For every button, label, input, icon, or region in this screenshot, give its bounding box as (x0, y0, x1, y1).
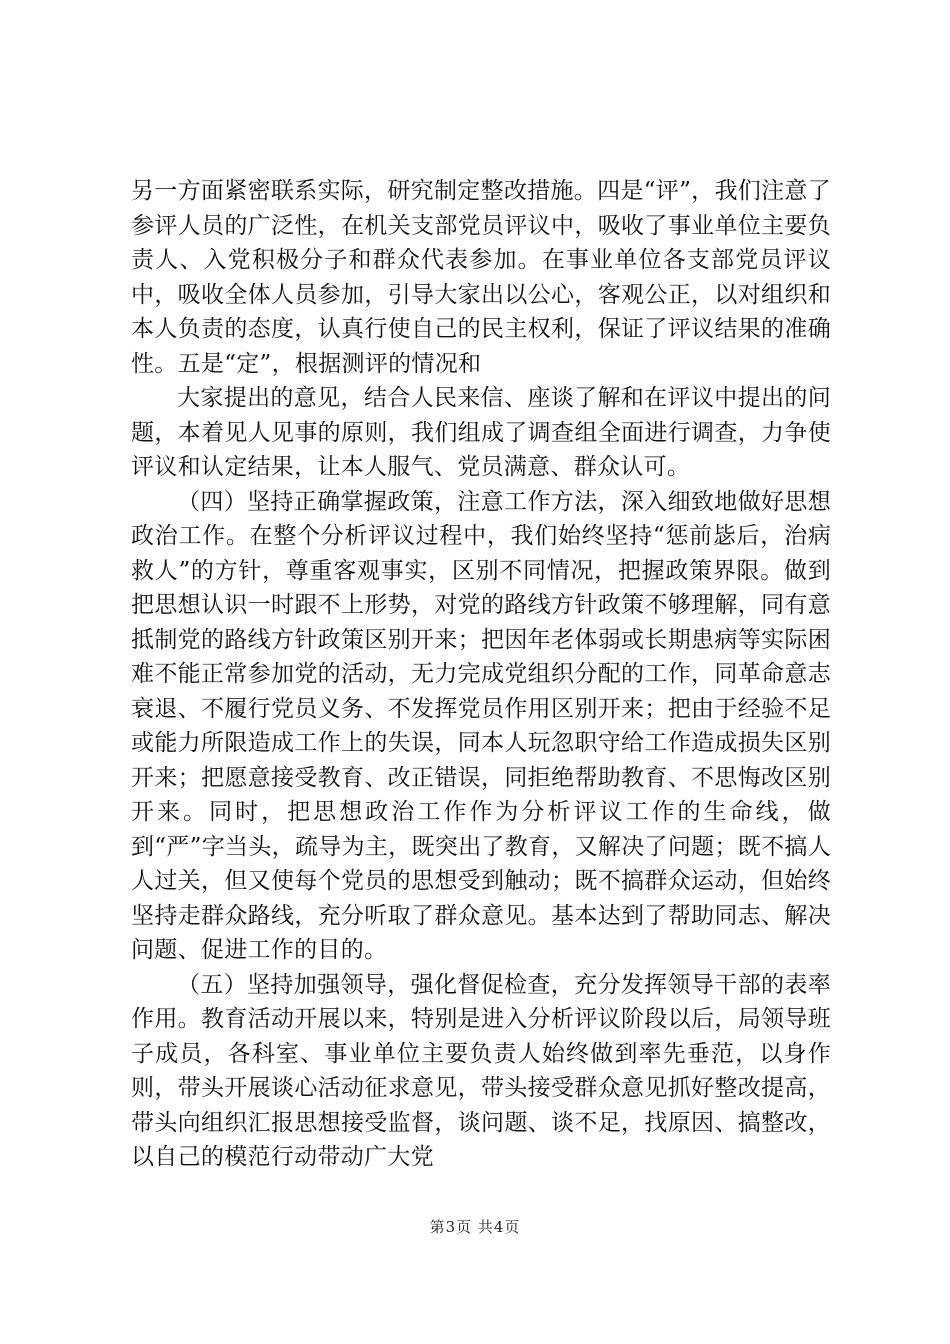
page-footer: 第3页 共4页 (429, 1218, 521, 1236)
paragraph-continued: 另一方面紧密联系实际，研究制定整改措施。四是“评”，我们注意了参评人员的广泛性，在机关支部党员评议中，吸收了事业单位主要负责人、入党积极分子和群众代表参加。在事业单位各支部党员评议中，吸收全体人员参加，引导大家出以公心，客观公正，以对组织和本人负责的态度，认真行使自己的民主权利，保证了评议结果的准确性。五是“定”，根据测评的情况和 (131, 178, 831, 377)
document-body (131, 174, 831, 1175)
paragraph-section-five: （五）坚持加强领导，强化督促检查，充分发挥领导干部的表率作用。教育活动开展以来，特别是进入分析评议阶段以后，局领导班子成员，各科室、事业单位主要负责人始终做到率先垂范，以身作则，带头开展谈心活动征求意见，带头接受群众意见抓好整改提高，带头向组织汇报思想接受监督，谈问题、谈不足，找原因、搞整改，以自己的模范行动带动广大党 (131, 971, 831, 1170)
paragraph-section-four: （四）坚持正确掌握政策，注意工作方法，深入细致地做好思想政治工作。在整个分析评议过程中，我们始终坚持“惩前毖后，治病救人”的方针，尊重客观事实，区别不同情况，把握政策界限。做到把思想认识一时跟不上形势，对党的路线方针政策不够理解，同有意抵制党的路线方针政策区别开来；把因年老体弱或长期患病等实际困难不能正常参加党的活动，无力完成党组织分配的工作，同革命意志衰退、不履行党员义务、不发挥党员作用区别开来；把由于经验不足或能力所限造成工作上的失误，同本人玩忽职守给工作造成损失区别开来；把愿意接受教育、改正错误，同拒绝帮助教育、不思悔改区别开来。同时，把思想政治工作作为分析评议工作的生命线，做到“严”字当头，疏导为主，既突出了教育，又解决了问题；既不搞人人过关，但又使每个党员的思想受到触动；既不搞群众运动，但始终坚持走群众路线，充分听取了群众意见。基本达到了帮助同志、解决问题、促进工作的目的。 (131, 488, 831, 963)
paragraph-opinions: 大家提出的意见，结合人民来信、座谈了解和在评议中提出的问题，本着见人见事的原则，我们组成了调查组全面进行调查，力争使评议和认定结果，让本人服气、党员满意、群众认可。 (131, 385, 831, 480)
